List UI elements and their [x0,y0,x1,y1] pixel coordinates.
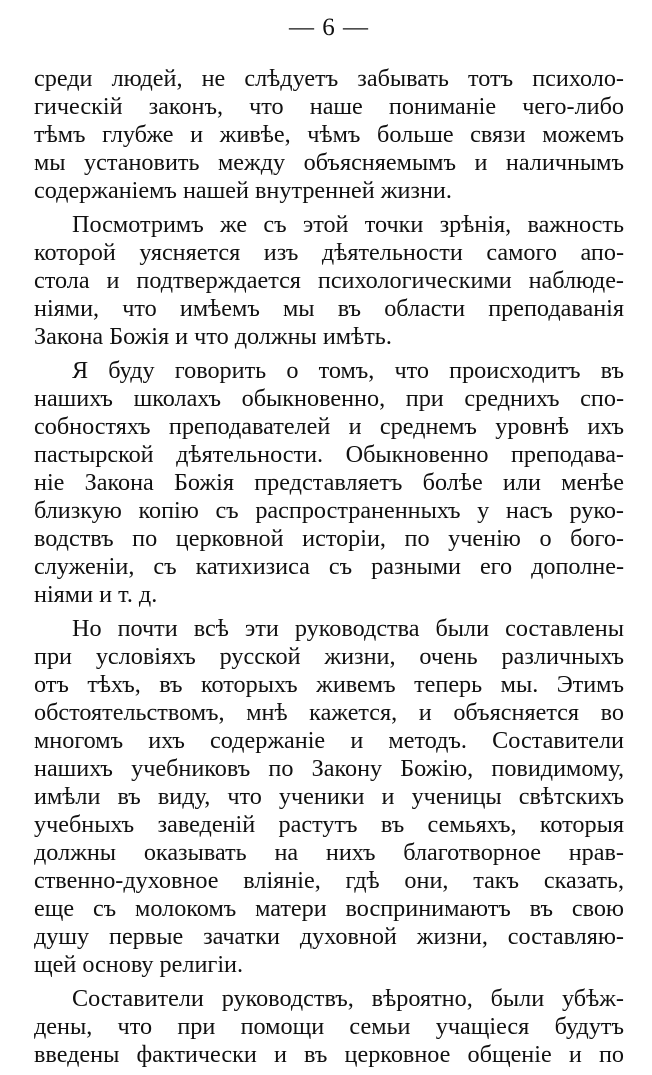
text-line: щей основу религіи. [34,951,244,978]
text-line: обстоятельствомъ, мнѣ кажется, и объясняется во [34,699,624,726]
text-line: должны оказывать на нихъ благотворное нрав- [34,839,624,866]
text-line: еще съ молокомъ матери воспринимаютъ въ свою [34,895,624,922]
paragraph-1 [34,65,624,205]
paragraph-5 [34,985,624,1069]
text-line: Я буду говорить о томъ, что происходитъ въ [72,357,624,384]
paragraph-4 [34,615,624,979]
text-line: служеніи, съ катихизиса съ разными его дополне- [34,553,624,580]
text-line: которой уясняется изъ дѣятельности самого апо- [34,239,624,266]
text-line: ніями и т. д. [34,581,158,608]
text-line: душу первые зачатки духовной жизни, составляю- [34,923,624,950]
text-line: Составители руководствъ, вѣроятно, были убѣж- [72,985,624,1012]
text-line: собностяхъ преподавателей и среднемъ уровнѣ ихъ [34,413,624,440]
text-line: близкую копію съ распространенныхъ у насъ руко- [34,497,624,524]
text-line: стола и подтверждается психологическими наблюде- [34,267,624,294]
text-line: введены фактически и въ церковное общеніе и по [34,1041,624,1068]
text-line: пастырской дѣятельности. Обыкновенно преподава- [34,441,624,468]
text-line: Закона Божія и что должны имѣть. [34,323,392,350]
text-line: ніями, что имѣемъ мы въ области преподаванія [34,295,624,322]
text-line: Но почти всѣ эти руководства были составлены [72,615,624,642]
text-line: гическій законъ, что наше пониманіе чего-либо [34,93,624,120]
text-line: при условіяхъ русской жизни, очень различныхъ [34,643,624,670]
text-line: отъ тѣхъ, въ которыхъ живемъ теперь мы. Этимъ [34,671,624,698]
text-line: дены, что при помощи семьи учащіеся будутъ [34,1013,624,1040]
text-line: имѣли въ виду, что ученики и ученицы свѣтскихъ [34,783,624,810]
text-line: нашихъ школахъ обыкновенно, при среднихъ спо- [34,385,624,412]
document-page [34,8,624,1075]
text-line: среди людей, не слѣдуетъ забывать тотъ психоло- [34,65,624,92]
page-number: — 6 — [289,14,369,41]
text-line: нашихъ учебниковъ по Закону Божію, повидимому, [34,755,624,782]
text-line: Посмотримъ же съ этой точки зрѣнія, важность [72,211,624,238]
text-line: мы установить между объясняемымъ и наличнымъ [34,149,624,176]
text-line: содержаніемъ нашей внутренней жизни. [34,177,452,204]
text-line: многомъ ихъ содержаніе и методъ. Составители [34,727,624,754]
text-line: учебныхъ заведеній растутъ въ семьяхъ, которыя [34,811,624,838]
paragraph-3 [34,357,624,609]
text-line: ніе Закона Божія представляетъ болѣе или менѣе [34,469,624,496]
text-line: ственно-духовное вліяніе, гдѣ они, такъ сказать, [34,867,624,894]
text-line: тѣмъ глубже и живѣе, чѣмъ больше связи можемъ [34,121,624,148]
paragraph-2 [34,211,624,351]
text-line: водствъ по церковной исторіи, по ученію о бого- [34,525,624,552]
